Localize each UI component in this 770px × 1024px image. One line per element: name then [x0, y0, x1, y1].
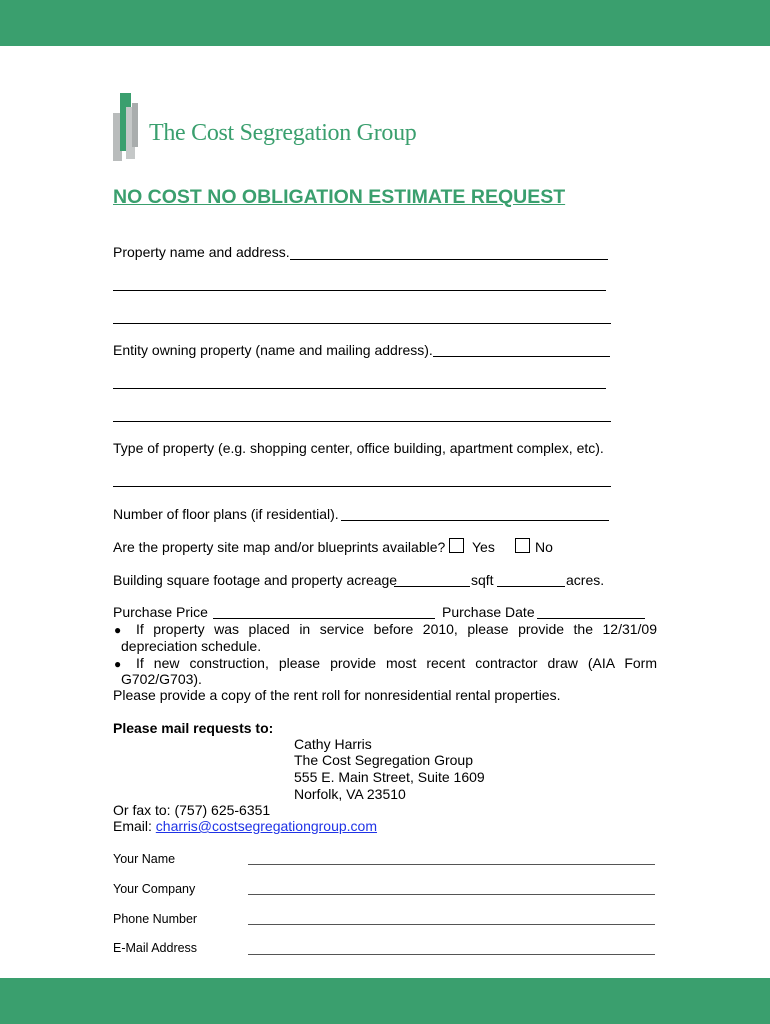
bullet-2-line-2: G702/G703).: [121, 671, 202, 687]
acres-line[interactable]: [497, 586, 565, 587]
logo-bar-gray-3: [132, 103, 138, 147]
sqft-line[interactable]: [394, 586, 470, 587]
page-title: NO COST NO OBLIGATION ESTIMATE REQUEST: [113, 186, 566, 208]
your-name-label: Your Name: [113, 852, 176, 866]
bullet-icon: ●: [114, 623, 122, 637]
purchase-date-label: Purchase Date: [442, 604, 535, 620]
site-map-question: Are the property site map and/or blueprints available?: [113, 539, 446, 555]
entity-address-line-1[interactable]: [113, 388, 606, 389]
phone-number-line[interactable]: [248, 924, 655, 925]
your-company-label: Your Company: [113, 882, 196, 896]
your-name-line[interactable]: [248, 864, 655, 865]
acres-label: acres.: [566, 572, 605, 588]
email-label: Email:: [113, 818, 152, 834]
bullet-1-line-1: If property was placed in service before 2010, please provide the 12/31/09: [136, 621, 657, 637]
email-address-label: E-Mail Address: [113, 941, 198, 955]
entity-owning-label: Entity owning property (name and mailing address).: [113, 342, 433, 358]
property-name-label: Property name and address.: [113, 244, 290, 260]
type-of-property-line[interactable]: [113, 486, 611, 487]
bullet-icon: ●: [114, 657, 122, 671]
mail-street: 555 E. Main Street, Suite 1609: [294, 769, 485, 785]
fax-line: Or fax to: (757) 625-6351: [113, 802, 271, 818]
no-checkbox[interactable]: [515, 538, 530, 553]
phone-number-label: Phone Number: [113, 912, 198, 926]
entity-address-line-2[interactable]: [113, 421, 611, 422]
property-address-line-2[interactable]: [113, 323, 611, 324]
yes-checkbox[interactable]: [449, 538, 464, 553]
email-row: [113, 818, 377, 834]
mail-heading: Please mail requests to:: [113, 720, 274, 736]
logo-name: The Cost Segregation Group: [149, 120, 417, 146]
type-of-property-label: Type of property (e.g. shopping center, office building, apartment complex, etc).: [113, 440, 604, 456]
bullet-2-line-1: If new construction, please provide most recent contractor draw (AIA Form: [136, 655, 657, 671]
mail-company: The Cost Segregation Group: [294, 752, 473, 768]
entity-owning-line[interactable]: [433, 356, 610, 357]
floor-plans-label: Number of floor plans (if residential).: [113, 506, 339, 522]
yes-label: Yes: [472, 539, 495, 555]
mail-city: Norfolk, VA 23510: [294, 786, 406, 802]
property-address-line-1[interactable]: [113, 290, 606, 291]
footage-label: Building square footage and property acreage: [113, 572, 398, 588]
property-name-line[interactable]: [290, 259, 608, 260]
bullet-1-line-2: depreciation schedule.: [121, 638, 262, 654]
purchase-price-label: Purchase Price: [113, 604, 208, 620]
sqft-label: sqft: [471, 572, 494, 588]
mail-name: Cathy Harris: [294, 736, 372, 752]
email-link[interactable]: charris@costsegregationgroup.com: [155, 818, 378, 834]
top-green-band: [0, 0, 770, 46]
rent-roll-note: Please provide a copy of the rent roll for nonresidential rental properties.: [113, 687, 561, 703]
no-label: No: [535, 539, 553, 555]
floor-plans-line[interactable]: [341, 520, 609, 521]
purchase-date-line[interactable]: [537, 618, 645, 619]
your-company-line[interactable]: [248, 894, 655, 895]
purchase-price-line[interactable]: [213, 618, 435, 619]
email-address-line[interactable]: [248, 954, 655, 955]
bottom-green-band: [0, 978, 770, 1024]
